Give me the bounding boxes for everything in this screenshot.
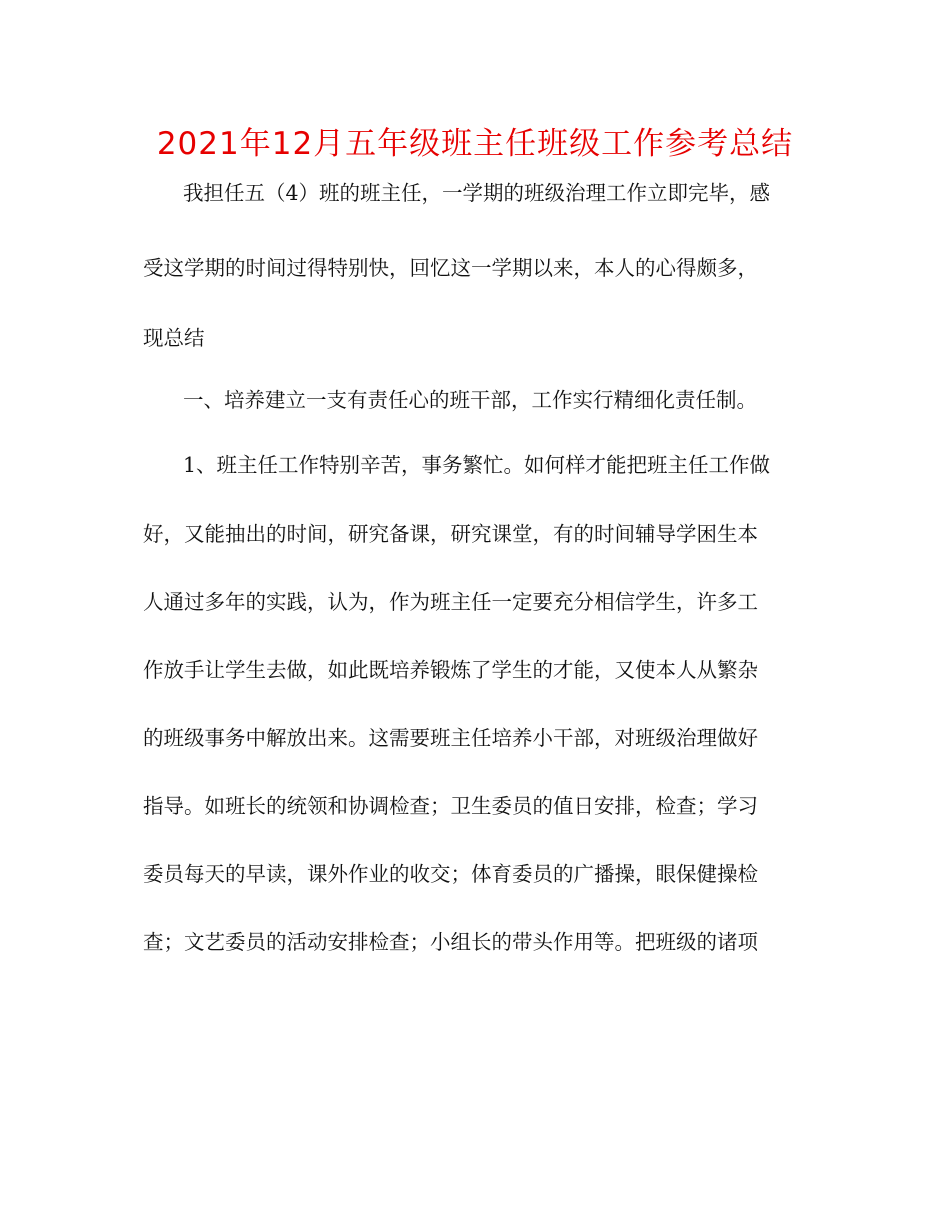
- paragraph-line: 委员每天的早读，课外作业的收交；体育委员的广播操，眼保健操检: [143, 862, 758, 886]
- paragraph-line: 指导。如班长的统领和协调检查；卫生委员的值日安排，检查；学习: [143, 794, 758, 818]
- paragraph-line: 1、班主任工作特别辛苦，事务繁忙。如何样才能把班主任工作做: [183, 453, 771, 477]
- section-heading: 一、培养建立一支有责任心的班干部，工作实行精细化责任制。: [183, 388, 757, 412]
- paragraph-line: 我担任五（4）班的班主任，一学期的班级治理工作立即完毕，感: [183, 181, 771, 205]
- paragraph-line: 作放手让学生去做，如此既培养锻炼了学生的才能，又使本人从繁杂: [143, 658, 758, 682]
- paragraph-line: 人通过多年的实践，认为，作为班主任一定要充分相信学生，许多工: [143, 590, 758, 614]
- paragraph-line: 受这学期的时间过得特别快，回忆这一学期以来，本人的心得颇多，: [143, 256, 758, 280]
- paragraph-line: 查；文艺委员的活动安排检查；小组长的带头作用等。把班级的诸项: [143, 930, 758, 954]
- paragraph-line: 好，又能抽出的时间，研究备课，研究课堂，有的时间辅导学困生本: [143, 522, 758, 546]
- document-title: 2021年12月五年级班主任班级工作参考总结: [156, 126, 794, 162]
- paragraph-line: 的班级事务中解放出来。这需要班主任培养小干部，对班级治理做好: [143, 726, 758, 750]
- paragraph-line: 现总结: [143, 326, 205, 350]
